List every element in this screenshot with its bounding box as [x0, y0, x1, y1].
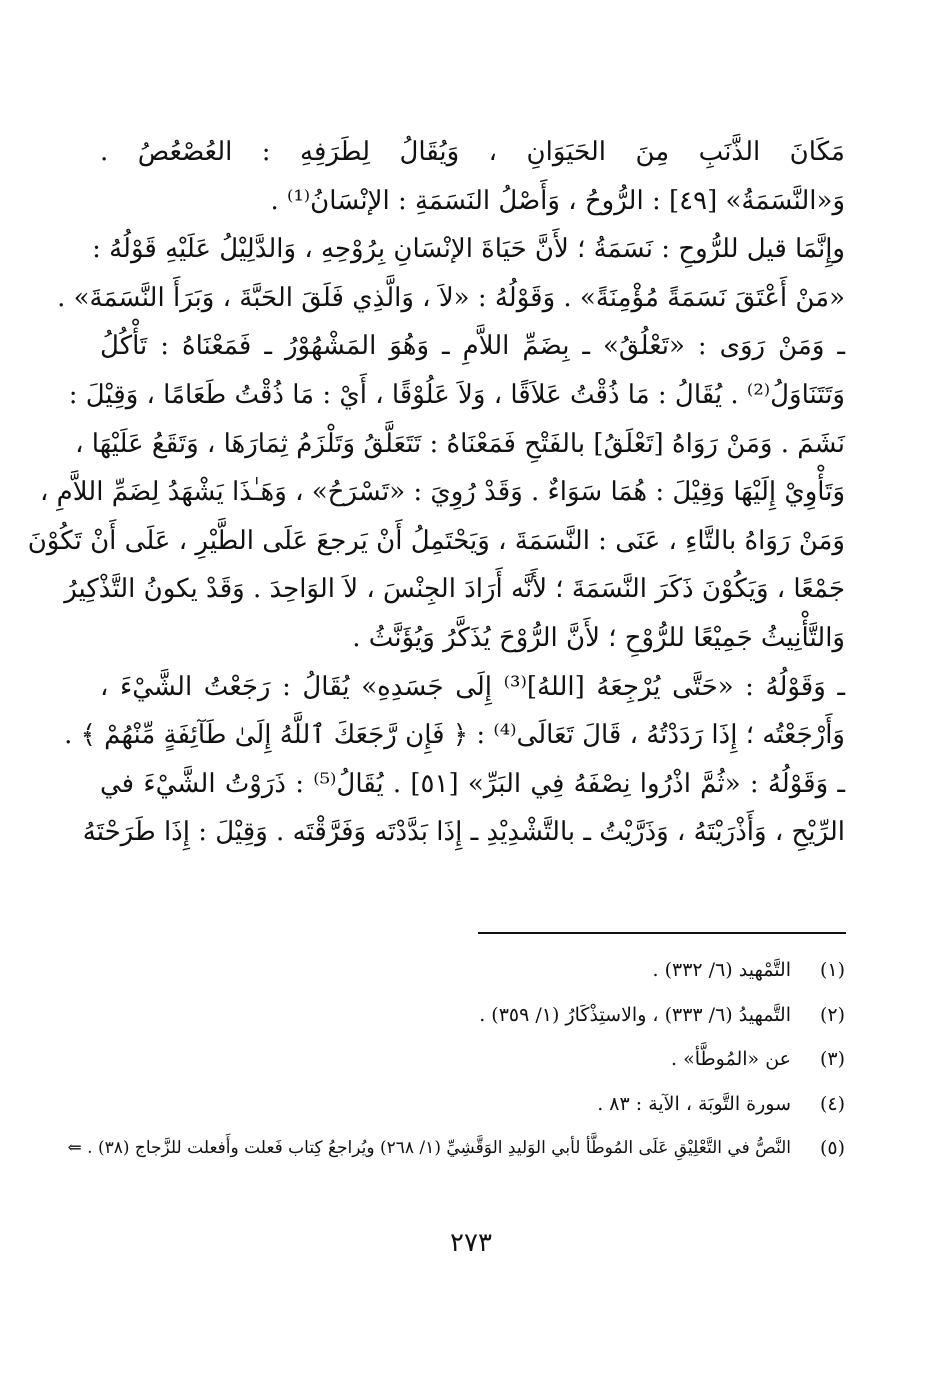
footnote [90, 993, 845, 1038]
text-line: ـ وَقَوْلُهُ : «ثُمَّ اذْرُوا نِصْفَهُ فِي البَرِّ» [٥١] . يُقَالُ⁽⁵⁾ : ذَرَوْتُ الشَّيْءَ في [100, 768, 845, 799]
text-line: وإِنَّمَا قيل للرُّوحِ : نَسَمَةُ ؛ لأَنَّ حَيَاةَ الإنْسَانِ بِرُوْحِهِ ، وَالدَّلِيْلُ عَلَيْهِ قَوْلُهُ : [92, 234, 845, 265]
text-line: الرِّيْحِ ، وَأَذْرَيْتَهُ ، وَذَرَّيْتُ ـ بالتَّشْدِيْدِ ـ إِذَا بَدَّدْتَه وَفَرَّقْتَه . وَقِيْلَ : إِذَا طَرَحْتَهُ [82, 817, 845, 848]
text-line: وَتَتَنَاوَلُ⁽²⁾ . يُقَالُ : مَا ذُقْتُ عَلاَقًا ، وَلاَ عَلُوْقًا ، أَيْ : مَا ذُقْتُ طَعَامًا ، وَقِيْلَ : [68, 379, 845, 410]
text-line: ـ وَقَوْلُهُ : «حَتَّى يُرْجِعَهُ [اللهُ]⁽³⁾ إِلَى جَسَدِهِ» يُقَالُ : رَجَعْتُ الشَّيْءَ ، [100, 671, 845, 702]
footnote-text: التَّمْهيد (٦/ ٣٣٢) . [652, 959, 791, 981]
footnote [90, 1082, 845, 1127]
text-line: جَمْعًا ، وَيَكُوْنَ ذَكَرَ النَّسَمَةَ ؛ لأَنَّه أَرَادَ الجِنْسَ ، لاَ الوَاحِدَ . وَقَدْ يكونُ التَّذْكِيرُ [64, 574, 845, 605]
footnote-separator [478, 932, 846, 934]
footnote-text: النَّصُّ في التَّعْلِيْقِ عَلَى المُوطَّأ لأبي الوَليدِ الوَقَّشِيِّ (١/ ٢٦٨) ويُراجعُ كِتاب فَعلت وأَفعلت للزَّجاج (٣٨) . ⇐ [67, 1138, 791, 1158]
footnote-number: (٢) [819, 1003, 845, 1026]
text-line: وَالتَّأْنِيثُ جَمِيْعًا للرُّوْحِ ؛ لأَنَّ الرُّوْحَ يُذَكَّرُ وَيُؤَنَّثُ . [352, 622, 845, 653]
footnote-number: (٥) [819, 1137, 845, 1159]
text-line: وَمَنْ رَوَاهُ بالتَّاءِ ، عَنَى : النَّسَمَةَ ، وَيَحْتَمِلُ أَنْ يَرجعَ عَلَى الطَّيْرِ ، عَلَى أَنْ تَكُوْنَ [27, 525, 845, 556]
footnote-number: (١) [819, 959, 845, 981]
footnote-text: التَّمهيدُ (٦/ ٣٣٣) ، والاستِذْكَارُ (١/ ٣٥٩) . [479, 1003, 791, 1026]
text-line: وَأَرْجَعْتُه ؛ إِذَا رَدَدْتُهُ ، قَالَ تَعَالَى⁽⁴⁾ : ﴿ فَإِن رَّجَعَكَ ٱللَّهُ إِلَىٰ طَآئِفَةٍ مِّنْهُمْ ﴾ . [64, 720, 845, 751]
text-line: ـ وَمَنْ رَوَى : «تَعْلُقُ» ـ بِضَمِّ اللاَّمِ ـ وَهُوَ المَشْهُوْرُ ـ فَمَعْنَاهُ : تَأْكُلُ [100, 331, 845, 362]
text-line: مَكَانَ الذَّنَبِ مِنَ الحَيَوَانِ ، وَيُقَالُ لِطَرَفِهِ : العُصْعُصُ . [100, 137, 845, 167]
footnote [90, 948, 845, 993]
text-line: وَ«النَّسَمَةُ» [٤٩] : الرُّوحُ ، وَأَصْلُ النَسَمَةِ : الإنْسَانُ⁽¹⁾ . [270, 185, 845, 216]
footnote-text: سورة التَّوبَة ، الآية : ٨٣ . [597, 1092, 791, 1115]
footnote-text: عن «المُوطَّأ» . [671, 1048, 791, 1070]
footnote [90, 1037, 845, 1082]
footnote [67, 1126, 845, 1171]
text-line: وَتَأْوِيْ إِلَيْهَا وَقِيْلَ : هُمَا سَوَاءٌ . وَقَدْ رُوِيَ : «تَسْرَحُ» ، وَهَـٰذَا يَشْهَدُ لِضَمِّ اللاَّمِ ، [40, 477, 845, 508]
page-number: ٢٧٣ [450, 1228, 492, 1258]
footnote-number: (٤) [819, 1092, 845, 1115]
text-line: نَشَمَ . وَمَنْ رَوَاهُ [تَعْلَقُ] بالفَتْحِ فَمَعْنَاهُ : تَتَعَلَّقُ وَتَلْزَمُ ثِمَارَهَا ، وَتَقَعُ عَلَيْهَا ، [75, 428, 845, 459]
text-line: «مَنْ أَعْتَقَ نَسَمَةً مُؤْمِنَةً» . وَقَوْلُهُ : «لاَ ، وَالَّذِي فَلَقَ الحَبَّةَ ، وَبَرَأَ النَّسَمَةَ» . [57, 282, 845, 313]
footnotes [67, 948, 845, 1171]
footnote-number: (٣) [819, 1048, 845, 1070]
main-text [27, 128, 845, 857]
